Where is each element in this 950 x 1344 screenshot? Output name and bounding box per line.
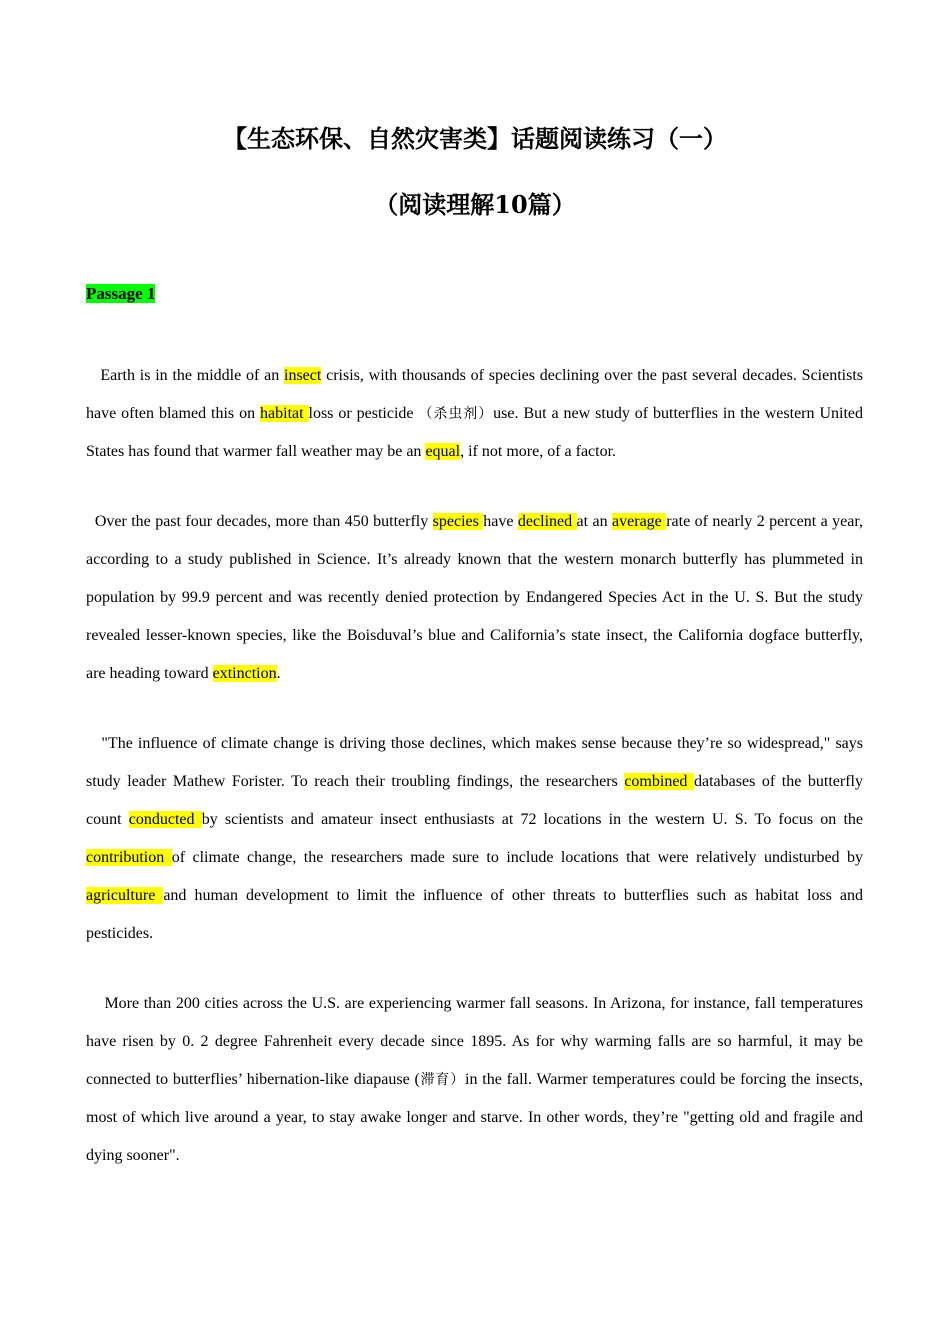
paragraph-4	[86, 985, 863, 1175]
paragraph-text: "The influence of climate change is driving those declines, which makes sense because they’re so widespread," says study leader Mathew Forister. To reach their troubling findings, the researchers	[86, 735, 863, 790]
paragraph-text: have	[483, 513, 518, 530]
paragraph-text: use. But a new study of butterflies in the western United States has found that warmer fall weather may be an	[86, 405, 863, 460]
highlighted-word: habitat	[260, 405, 309, 422]
paragraph-text: rate of nearly 2 percent a year, according to a study published in Science. It’s already known that the western monarch butterfly has plummeted in population by 99.9 percent and was recently denied protection by Endangered Species Act in the U. S. But the study revealed lesser-known species, like the Boisduval’s blue and California’s state insect, the California dogface butterfly, are heading toward	[86, 513, 864, 682]
paragraph-text: More than 200 cities across the U.S. are experiencing warmer fall seasons. In Arizona, for instance, fall temperatures have risen by 0. 2 degree Fahrenheit every decade since 1895. As for why warming falls are so harmful, it may be connected to butterflies’ hibernation-like diapause (	[86, 995, 863, 1088]
paragraph-text: loss or pesticide	[308, 405, 419, 422]
document-title: 【生态环保、自然灾害类】话题阅读练习（一）	[223, 124, 727, 153]
chinese-gloss: 滞育）	[419, 1072, 466, 1088]
highlighted-word: equal	[425, 443, 461, 460]
paragraph-text: in the fall. Warmer temperatures could be forcing the insects, most of which live around a year, to stay awake longer and starve. In other words, they’re "getting old and fragile and dying sooner".	[86, 1071, 864, 1164]
paragraph-text: by scientists and amateur insect enthusiasts at 72 locations in the western U. S. To focus on the	[201, 811, 864, 828]
highlighted-word: contribution	[86, 849, 172, 866]
highlighted-word: extinction	[212, 665, 277, 682]
paragraph-2	[86, 503, 863, 693]
passage-label	[86, 283, 155, 305]
document-subtitle: （阅读理解10篇）	[374, 190, 576, 219]
paragraph-1	[86, 357, 863, 471]
highlighted-word: agriculture	[86, 887, 164, 904]
paragraph-3	[86, 725, 863, 953]
paragraph-text: of climate change, the researchers made sure to include locations that were relatively undisturbed by	[171, 849, 864, 866]
highlighted-word: declined	[517, 513, 577, 530]
paragraph-text: Over the past four decades, more than 450 butterfly	[86, 513, 433, 530]
highlighted-word: insect	[284, 367, 322, 384]
highlighted-word: combined	[624, 773, 694, 790]
highlighted-word: species	[432, 513, 484, 530]
chinese-gloss: （杀虫剂）	[418, 406, 494, 422]
paragraph-text: at an	[576, 513, 613, 530]
paragraph-text: crisis, with thousands of species declining over the past several decades. Scientists have often blamed this on	[86, 367, 864, 422]
paragraph-text: .	[276, 665, 281, 682]
paragraph-text: , if not more, of a factor.	[460, 443, 617, 460]
highlighted-word: conducted	[128, 811, 202, 828]
paragraph-text: databases of the butterfly count	[86, 773, 863, 828]
paragraph-text: and human development to limit the influence of other threats to butterflies such as habitat loss and pesticides.	[86, 887, 864, 942]
highlighted-word: average	[612, 513, 667, 530]
paragraph-text: Earth is in the middle of an	[86, 367, 284, 384]
passage-label-text: Passage 1	[86, 284, 156, 303]
